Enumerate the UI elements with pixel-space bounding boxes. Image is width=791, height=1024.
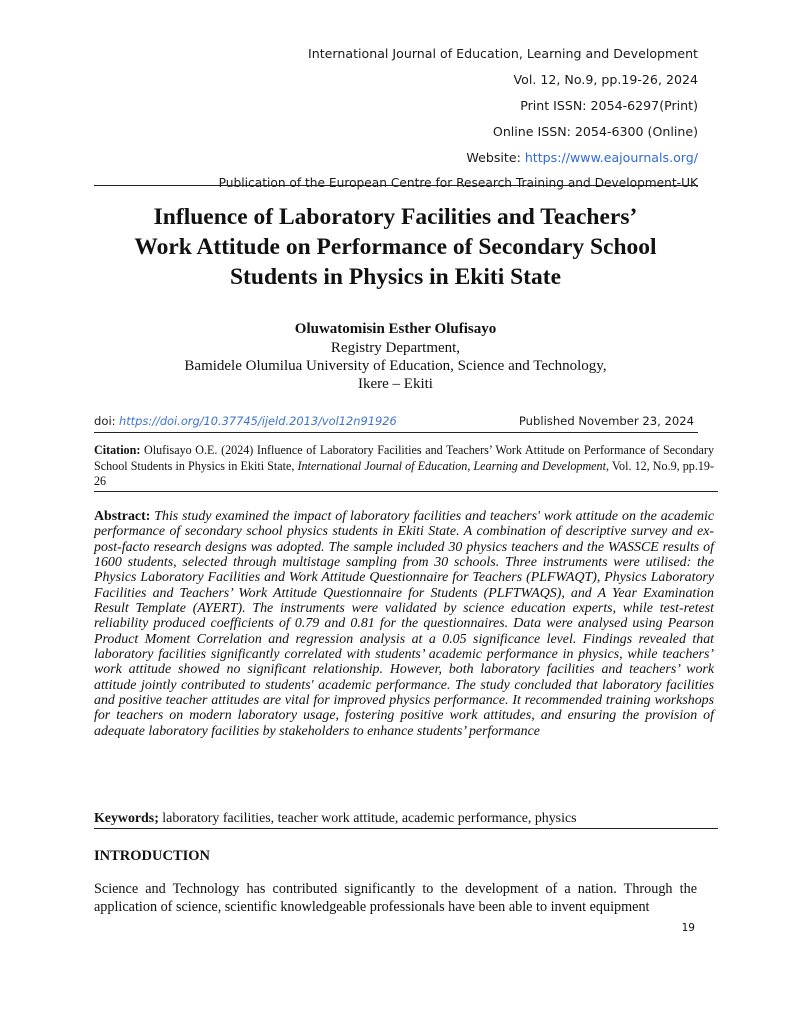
citation-rule	[94, 491, 718, 492]
author-location: Ikere – Ekiti	[358, 376, 433, 392]
author-department: Registry Department,	[330, 340, 461, 356]
keywords	[94, 811, 714, 827]
website-line	[466, 150, 698, 165]
header-rule	[94, 185, 698, 186]
doi-label: doi:	[94, 414, 116, 428]
print-issn: Print ISSN: 2054-6297(Print)	[520, 98, 698, 113]
body-paragraph: Science and Technology has contributed significantly to the development of a nation. Through the application of science, scientific knowledgeable professionals have been able to invent equipment	[94, 881, 697, 915]
abstract-label: Abstract:	[94, 509, 151, 524]
keywords-label: Keywords;	[94, 811, 159, 826]
citation-tail: , Vol. 12, No.9, pp.19-26	[94, 458, 714, 488]
doi-link[interactable]: https://doi.org/10.37745/ijeld.2013/vol12n91926	[119, 414, 397, 428]
title-line-2: Work Attitude on Performance of Secondary School	[134, 234, 657, 260]
paper-title	[60, 202, 731, 292]
title-line-3: Students in Physics in Ekiti State	[229, 264, 562, 290]
page-number: 19	[681, 922, 695, 934]
author-institution: Bamidele Olumilua University of Education, Science and Technology,	[184, 358, 607, 374]
published-date: Published November 23, 2024	[518, 414, 694, 428]
citation-journal: International Journal of Education, Learning and Development	[297, 458, 606, 473]
online-issn: Online ISSN: 2054-6300 (Online)	[492, 124, 698, 139]
author-name: Oluwatomisin Esther Olufisayo	[294, 321, 497, 337]
website-link[interactable]: https://www.eajournals.org/	[524, 150, 698, 165]
journal-name: International Journal of Education, Learning and Development	[308, 46, 698, 61]
publisher-line: Publication of the European Centre for Research Training and Development-UK	[218, 176, 698, 190]
abstract-text: This study examined the impact of laboratory facilities and teachers' work attitude on the academic performance of secondary school physics students in Ekiti State. A combination of descriptive survey and ex-post-facto research designs was adopted. The sample included 30 physics teachers and the WASSCE results of 1600 students, selected through multistage sampling from 30 schools. Three instruments were utilised: the Physics Laboratory Facilities and Work Attitude Questionnaire for Teachers (PLFWAQT), Physics Laboratory Facilities and Teachers’ Work Attitude Questionnaire for Students (PLFTWAQS), and A Year Examination Result Template (AYERT). The instruments were validated by science education experts, while test-retest reliability produced coefficients of 0.79 and 0.81 for the questionnaires. Data were analysed using Pearson Product Moment Correlation and regression analysis at a 0.05 significance level. Findings revealed that laboratory facilities significantly correlated with students’ academic performance in physics, while teachers’ work attitude showed no significant relationship. However, both laboratory facilities and teachers’ work attitude jointly contributed to students' academic performance. The study concluded that laboratory facilities and positive teacher attitudes are vital for improved physics performance. It recommended training workshops for teachers on modern laboratory usage, fostering positive work attitudes, and ensuring the provision of adequate laboratory facilities by stakeholders to enhance students’ performance	[94, 509, 714, 739]
volume-info: Vol. 12, No.9, pp.19-26, 2024	[513, 72, 698, 87]
title-line-1: Influence of Laboratory Facilities and Teachers’	[153, 204, 638, 230]
section-heading: INTRODUCTION	[94, 848, 211, 864]
citation	[94, 443, 714, 490]
keywords-text: laboratory facilities, teacher work attitude, academic performance, physics	[158, 811, 577, 826]
website-label: Website:	[466, 150, 525, 165]
citation-label: Citation:	[94, 443, 141, 457]
keywords-rule	[94, 828, 718, 829]
abstract	[94, 509, 714, 739]
doi-rule	[94, 432, 698, 433]
citation-text: Olufisayo O.E. (2024) Influence of Laboratory Facilities and Teachers’ Work Attitude on Performance of Secondary School Students in Physics in Ekiti State,	[94, 443, 714, 473]
